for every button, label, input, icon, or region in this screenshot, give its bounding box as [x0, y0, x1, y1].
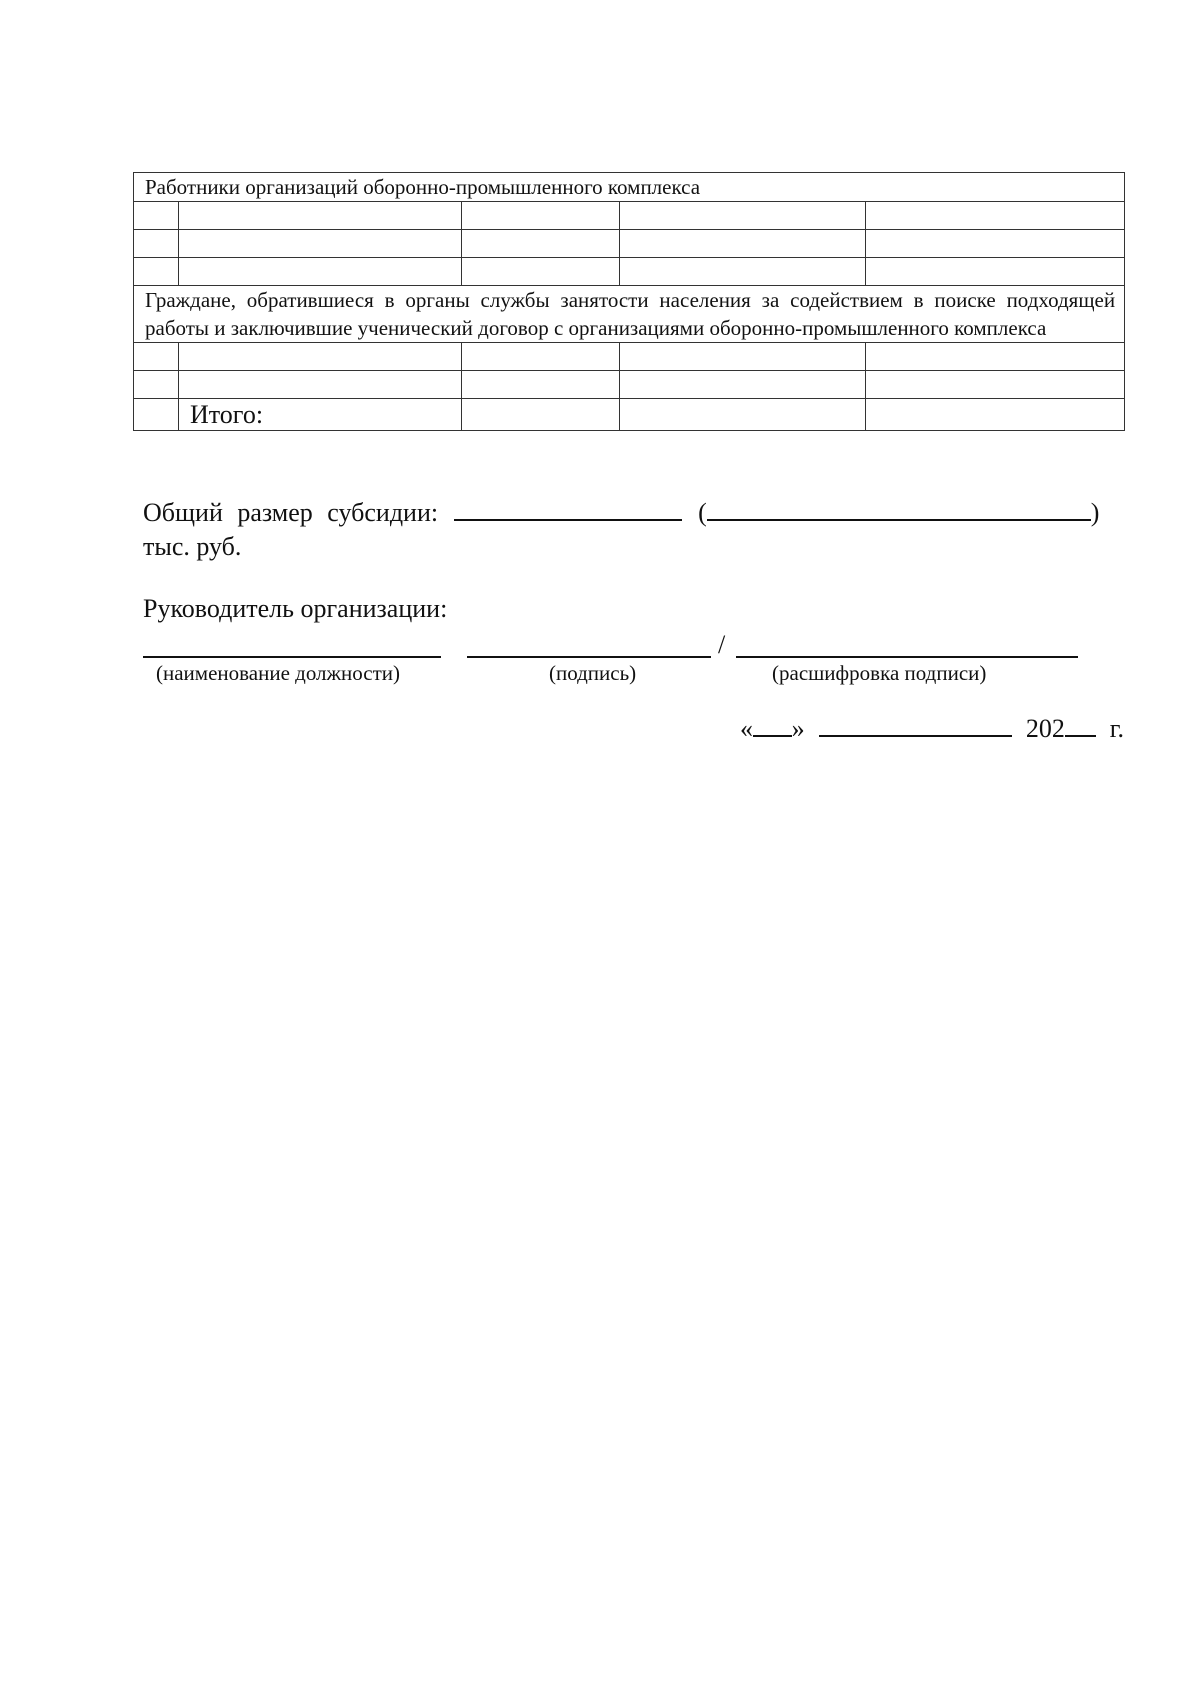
caption-position: (наименование должности)	[156, 661, 401, 685]
date-year-prefix: 202	[1025, 714, 1065, 743]
total-row	[134, 399, 1125, 431]
table-cell[interactable]	[462, 343, 620, 371]
signature-slash: /	[718, 630, 726, 659]
date-year-field[interactable]	[1065, 713, 1096, 737]
table-cell[interactable]	[179, 343, 462, 371]
table-cell	[134, 399, 179, 431]
total-cell[interactable]	[620, 399, 866, 431]
table-row	[134, 343, 1125, 371]
section-header-row	[134, 286, 1125, 343]
table-row	[134, 258, 1125, 286]
table-cell[interactable]	[866, 202, 1125, 230]
table-cell[interactable]	[620, 371, 866, 399]
total-label: Итого:	[190, 400, 264, 429]
table-cell[interactable]	[134, 343, 179, 371]
date-day-field[interactable]	[753, 713, 792, 737]
section-title-citizens-apprentices: Граждане, обратившиеся в органы службы занятости населения за содействием в поиске подходящей работы и заключившие ученический договор с организациями оборонно-промышленного комплекса	[134, 286, 1125, 343]
table-cell[interactable]	[462, 202, 620, 230]
date-close-quote: »	[791, 714, 805, 743]
date-row	[740, 712, 1124, 746]
section-title-defense-workers: Работники организаций оборонно-промышленного комплекса	[134, 173, 1125, 202]
table-cell[interactable]	[620, 202, 866, 230]
table-cell[interactable]	[462, 258, 620, 286]
table-cell[interactable]	[866, 230, 1125, 258]
table-cell[interactable]	[179, 202, 462, 230]
table-cell[interactable]	[179, 258, 462, 286]
table-cell[interactable]	[179, 230, 462, 258]
table-cell[interactable]	[134, 202, 179, 230]
section-header-row	[134, 173, 1125, 202]
subsidy-unit: тыс. руб.	[143, 532, 242, 561]
caption-decode: (расшифровка подписи)	[772, 661, 987, 685]
subsidy-table	[133, 172, 1125, 431]
table-cell[interactable]	[866, 371, 1125, 399]
head-of-organization-label: Руководитель организации:	[143, 594, 448, 623]
close-paren: )	[1090, 498, 1100, 527]
table-row	[134, 202, 1125, 230]
table-cell[interactable]	[462, 371, 620, 399]
table-cell[interactable]	[866, 258, 1125, 286]
date-year-suffix: г.	[1109, 714, 1124, 743]
total-cell[interactable]	[866, 399, 1125, 431]
total-label-cell	[179, 399, 462, 431]
table-cell[interactable]	[462, 230, 620, 258]
signature-field[interactable]	[467, 656, 711, 658]
date-open-quote: «	[740, 714, 754, 743]
total-cell[interactable]	[462, 399, 620, 431]
table-cell[interactable]	[134, 258, 179, 286]
subsidy-total-block	[143, 496, 1124, 564]
subsidy-amount-words-field[interactable]	[707, 497, 1091, 521]
signature-row	[143, 630, 1083, 660]
caption-signature: (подпись)	[549, 661, 637, 685]
table-row	[134, 230, 1125, 258]
table-cell[interactable]	[620, 230, 866, 258]
subsidy-amount-field[interactable]	[454, 497, 682, 521]
table-cell[interactable]	[179, 371, 462, 399]
table-cell[interactable]	[134, 230, 179, 258]
table-row	[134, 371, 1125, 399]
subsidy-label: Общий размер субсидии:	[143, 498, 439, 527]
position-field[interactable]	[143, 656, 441, 658]
table-cell[interactable]	[620, 258, 866, 286]
subsidy-line	[143, 496, 1124, 530]
table-cell[interactable]	[866, 343, 1125, 371]
open-paren: (	[698, 498, 707, 527]
table-cell[interactable]	[134, 371, 179, 399]
date-month-field[interactable]	[819, 713, 1012, 737]
table-cell[interactable]	[620, 343, 866, 371]
signature-decode-field[interactable]	[736, 656, 1078, 658]
